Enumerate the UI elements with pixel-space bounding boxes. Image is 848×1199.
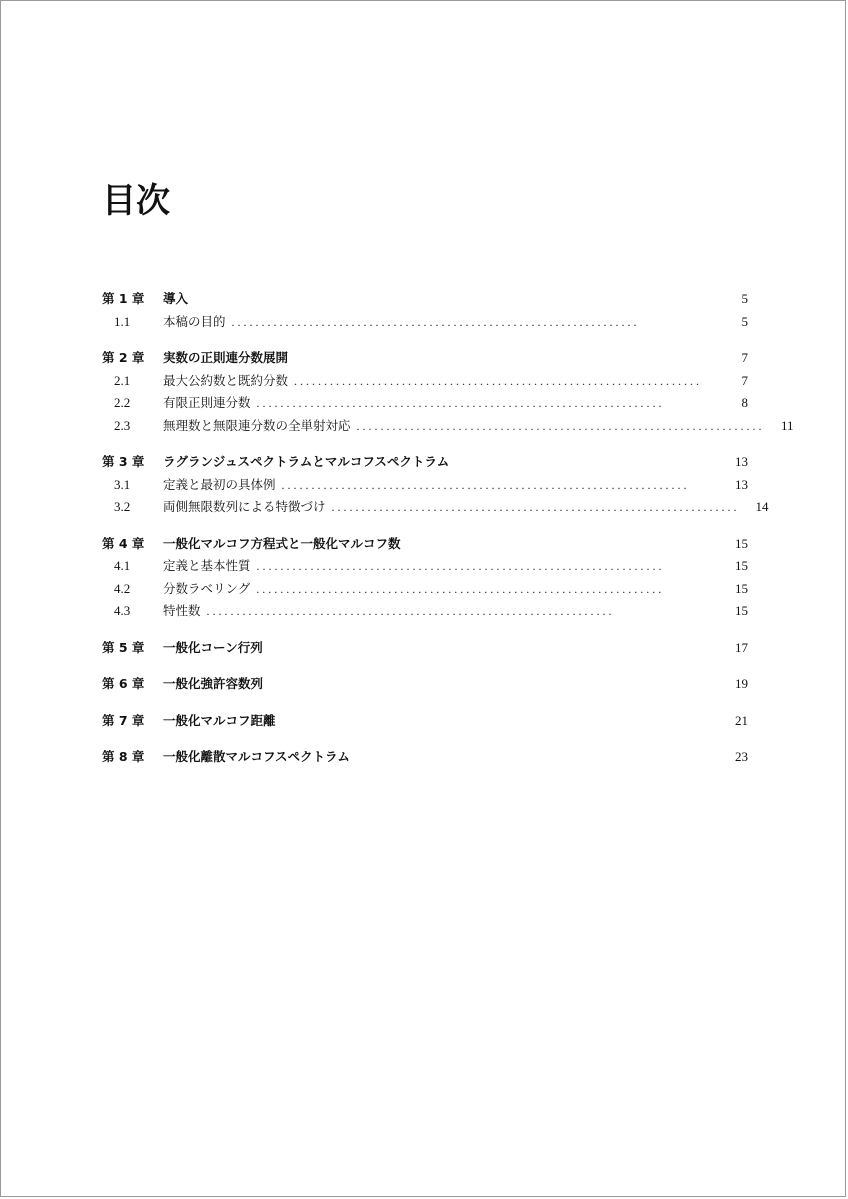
- dot-leader: . . . . . . . . . . . . . . . . . . . . . . . . . . . . . . . . . . . . . . . . . . . . . . . . . . . . . . . . . . . . . . . . . . . .: [294, 373, 700, 388]
- page-number: 13: [735, 454, 748, 469]
- page-number: 23: [735, 749, 748, 764]
- page-number: 15: [735, 558, 748, 573]
- section-title: 両側無限数列による特徴づけ: [163, 499, 326, 514]
- chapter-number: 第 1 章: [102, 291, 145, 306]
- section-title: 最大公約数と既約分数: [163, 372, 289, 388]
- section-number: 2.2: [114, 395, 131, 410]
- toc-section-row[interactable]: [102, 392, 748, 415]
- chapter-title: 実数の正則連分数展開: [163, 350, 289, 365]
- toc-chapter-row[interactable]: [102, 637, 748, 660]
- dot-leader: . . . . . . . . . . . . . . . . . . . . . . . . . . . . . . . . . . . . . . . . . . . . . . . . . . . . . . . . . . . . . . . . . . . .: [356, 418, 762, 433]
- section-title: 定義と最初の具体例: [163, 476, 276, 492]
- page-number: 13: [735, 476, 748, 492]
- toc-chapter-row[interactable]: [102, 533, 748, 556]
- toc-chapter-6: [102, 673, 748, 696]
- toc-section-row[interactable]: [102, 415, 794, 438]
- chapter-number: 第 4 章: [102, 535, 145, 551]
- dot-leader: . . . . . . . . . . . . . . . . . . . . . . . . . . . . . . . . . . . . . . . . . . . . . . . . . . . . . . . . . . . . . . . . . . . .: [206, 604, 612, 618]
- page-number: 14: [755, 499, 769, 514]
- page-number: 17: [735, 639, 748, 655]
- section-title: 本稿の目的: [163, 313, 226, 329]
- chapter-number: 第 3 章: [102, 454, 145, 469]
- toc-section-row[interactable]: [102, 578, 748, 601]
- dot-leader: . . . . . . . . . . . . . . . . . . . . . . . . . . . . . . . . . . . . . . . . . . . . . . . . . . . . . . . . . . . . . . . . . . . .: [256, 396, 662, 410]
- toc-chapter-8: [102, 746, 748, 769]
- chapter-title: 導入: [163, 291, 189, 306]
- toc-chapter-3: [102, 451, 769, 519]
- toc-section-row[interactable]: [102, 555, 748, 578]
- dot-leader: . . . . . . . . . . . . . . . . . . . . . . . . . . . . . . . . . . . . . . . . . . . . . . . . . . . . . . . . . . . . . . . . . . . .: [256, 581, 662, 596]
- dot-leader: . . . . . . . . . . . . . . . . . . . . . . . . . . . . . . . . . . . . . . . . . . . . . . . . . . . . . . . . . . . . . . . . . . . .: [256, 559, 662, 573]
- toc-chapter-row[interactable]: [102, 746, 748, 769]
- toc-section-row[interactable]: [102, 600, 748, 623]
- page-number: 15: [735, 603, 748, 618]
- section-number: 1.1: [114, 313, 131, 329]
- dot-leader: . . . . . . . . . . . . . . . . . . . . . . . . . . . . . . . . . . . . . . . . . . . . . . . . . . . . . . . . . . . . . . . . . . . .: [331, 500, 737, 514]
- toc-chapter-row[interactable]: [102, 288, 748, 311]
- toc-section-row[interactable]: [102, 311, 748, 334]
- page-number: 5: [741, 291, 748, 306]
- chapter-title: 一般化マルコフ方程式と一般化マルコフ数: [163, 535, 401, 551]
- page-number: 8: [741, 395, 748, 410]
- section-number: 3.2: [114, 499, 131, 514]
- toc-chapter-4: [102, 533, 748, 623]
- section-number: 2.3: [114, 417, 131, 433]
- toc-section-row[interactable]: [102, 474, 748, 497]
- chapter-title: 一般化コーン行列: [163, 639, 263, 655]
- dot-leader: . . . . . . . . . . . . . . . . . . . . . . . . . . . . . . . . . . . . . . . . . . . . . . . . . . . . . . . . . . . . . . . . . . . .: [231, 314, 637, 329]
- chapter-title: 一般化マルコフ距離: [163, 712, 276, 728]
- section-number: 3.1: [114, 476, 131, 492]
- page-number: 15: [735, 580, 748, 596]
- toc-chapter-row[interactable]: [102, 347, 748, 370]
- page-number: 15: [735, 535, 748, 551]
- chapter-title: 一般化離散マルコフスペクトラム: [163, 749, 350, 764]
- chapter-number: 第 8 章: [102, 749, 145, 764]
- dot-leader: . . . . . . . . . . . . . . . . . . . . . . . . . . . . . . . . . . . . . . . . . . . . . . . . . . . . . . . . . . . . . . . . . . . .: [281, 477, 687, 492]
- chapter-number: 第 5 章: [102, 639, 145, 655]
- chapter-title: ラグランジュスペクトラムとマルコフスペクトラム: [163, 454, 450, 469]
- toc-chapter-7: [102, 710, 748, 733]
- section-number: 4.1: [114, 558, 131, 573]
- page-number: 5: [741, 313, 748, 329]
- section-number: 4.3: [114, 603, 131, 618]
- toc-chapter-row[interactable]: [102, 451, 748, 474]
- toc-chapter-2: [102, 347, 794, 437]
- toc-chapter-1: [102, 288, 748, 333]
- page-number: 19: [735, 676, 748, 691]
- page-title: 目次: [102, 181, 170, 221]
- section-title: 無理数と無限連分数の全単射対応: [163, 417, 351, 433]
- section-number: 4.2: [114, 580, 131, 596]
- section-title: 特性数: [163, 603, 201, 618]
- table-of-contents: [102, 288, 794, 783]
- page-number: 7: [741, 350, 748, 365]
- section-title: 定義と基本性質: [163, 558, 251, 573]
- chapter-number: 第 6 章: [102, 676, 145, 691]
- page-number: 7: [741, 372, 748, 388]
- page-number: 21: [735, 712, 748, 728]
- toc-chapter-row[interactable]: [102, 710, 748, 733]
- section-number: 2.1: [114, 372, 131, 388]
- section-title: 有限正則連分数: [163, 395, 251, 410]
- chapter-number: 第 7 章: [102, 712, 145, 728]
- section-title: 分数ラベリング: [163, 580, 251, 596]
- toc-section-row[interactable]: [102, 496, 769, 519]
- toc-chapter-5: [102, 637, 748, 660]
- toc-chapter-row[interactable]: [102, 673, 748, 696]
- toc-section-row[interactable]: [102, 370, 748, 393]
- page-number: 11: [780, 417, 794, 433]
- chapter-title: 一般化強許容数列: [163, 676, 264, 691]
- chapter-number: 第 2 章: [102, 350, 145, 365]
